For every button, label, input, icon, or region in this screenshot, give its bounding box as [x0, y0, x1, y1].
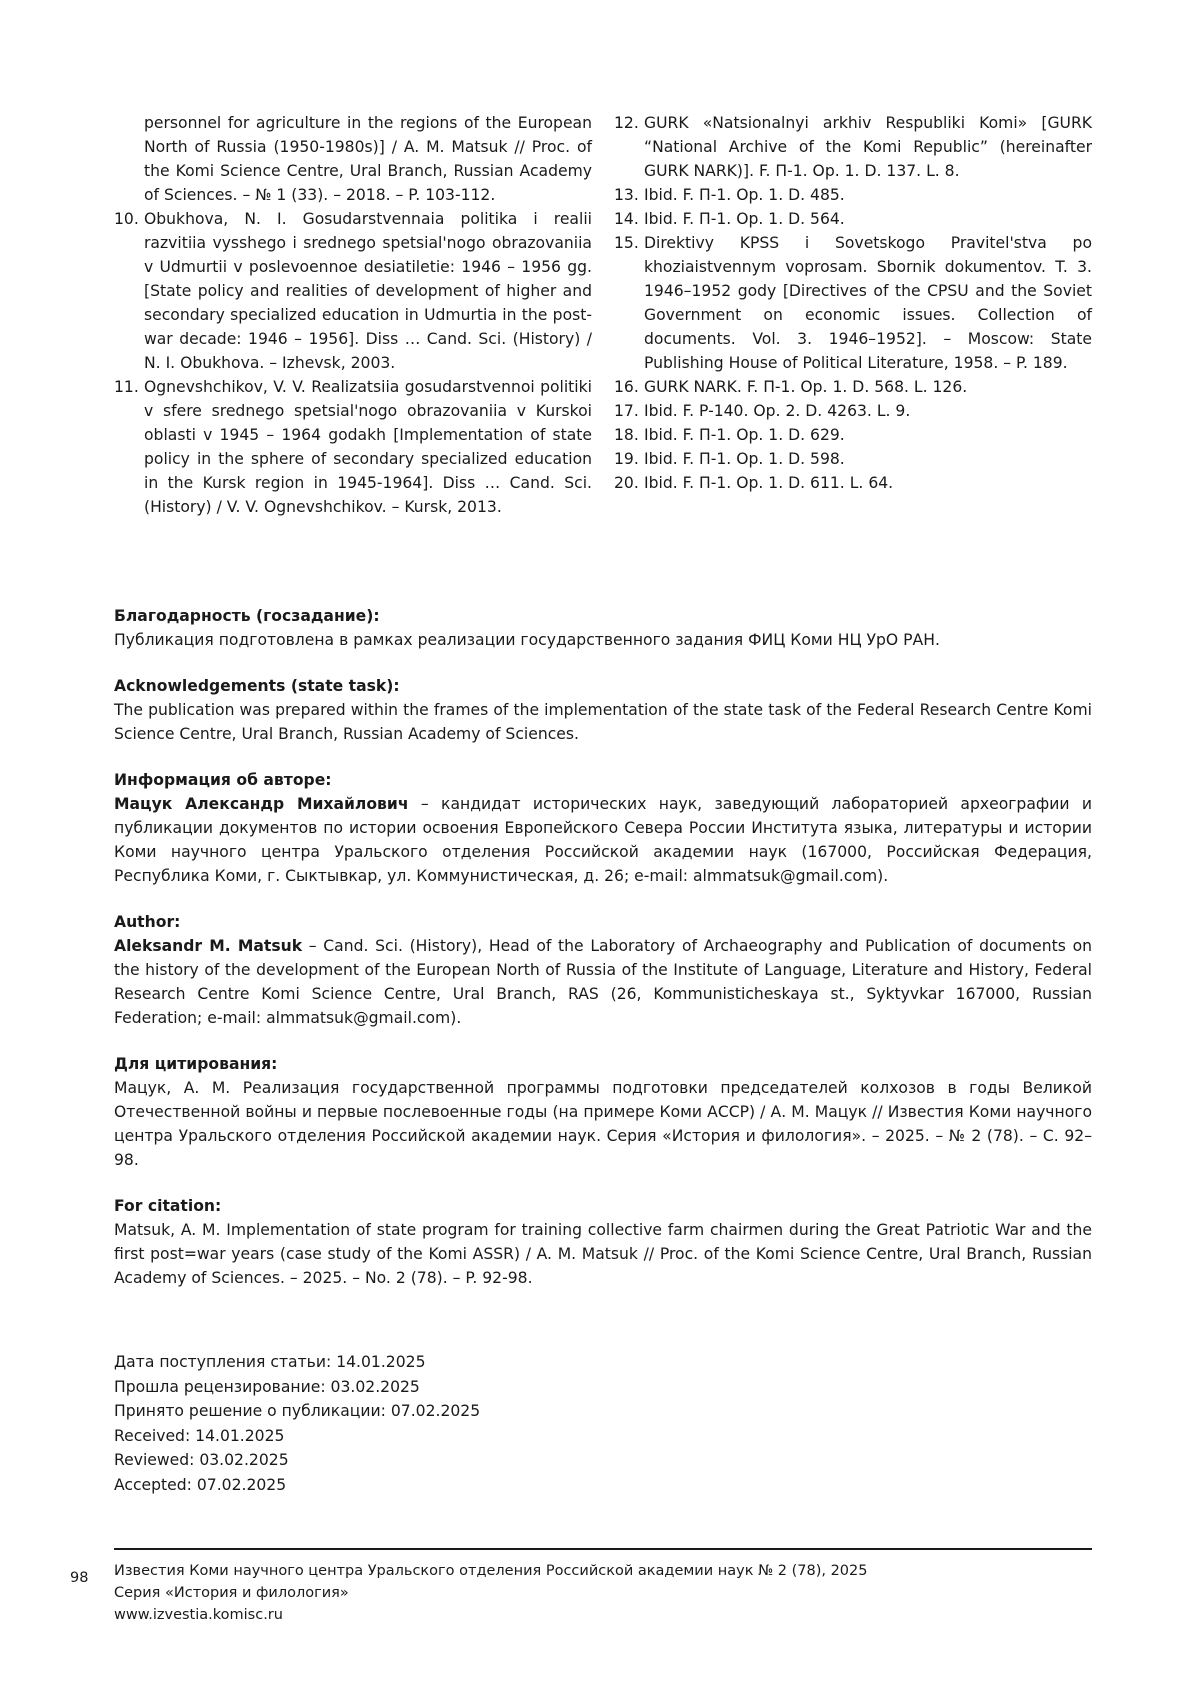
references-left-column — [114, 111, 592, 519]
reference-continuation: personnel for agriculture in the regions of the European North of Russia (1950-1980s)] / A. M. Matsuk // Proc. of the Komi Science Centre, Ural Branch, Russian Academy of Sciences. – № 1 (33). – 2018. – P. 103-112. — [114, 111, 592, 207]
reference-text: Direktivy KPSS i Sovetskogo Pravitel'stva po khoziaistvennym voprosam. Sbornik dokumentov. T. 3. 1946–1952 gody [Directives of the CPSU and the Soviet Government on economic issues. Collection of documents. Vol. 3. 1946–1952]. – Moscow: State Publishing House of Political Literature, 1958. – P. 189. — [644, 231, 1092, 375]
reference-item — [614, 471, 1092, 495]
journal-title: Известия Коми научного центра Уральского отделения Российской академии наук № 2 (78), 2025 — [114, 1560, 1092, 1582]
reference-text: Obukhova, N. I. Gosudarstvennaia politika i realii razvitiia vysshego i srednego spetsial'nogo obrazovaniia v Udmurtii v poslevoennoe desiatiletie: 1946 – 1956 gg. [State policy and realities of development of higher and secondary specialized education in Udmurtia in the post-war decade: 1946 – 1956]. Diss … Cand. Sci. (History) / N. I. Obukhova. – Izhevsk, 2003. — [144, 207, 592, 375]
reference-item — [614, 231, 1092, 375]
section-heading: Author: — [114, 910, 1092, 934]
page-number: 98 — [70, 1570, 88, 1586]
date-line: Reviewed: 03.02.2025 — [114, 1448, 1092, 1473]
reference-item — [614, 183, 1092, 207]
journal-series: Серия «История и филология» — [114, 1582, 1092, 1604]
reference-text: GURK NARK. F. П-1. Op. 1. D. 568. L. 126. — [644, 375, 1092, 399]
reference-item — [114, 375, 592, 519]
citation-en — [114, 1194, 1092, 1290]
reference-item — [614, 399, 1092, 423]
author-description: – кандидат исторических наук, заведующий лабораторией археографии и публикации документов по истории освоения Европейского Севера России Института языка, литературы и истории Коми научного центра Уральского отделения Российской академии наук (167000, Российская Федерация, Республика Коми, г. Сыктывкар, ул. Коммунистическая, д. 26; e-mail: almmatsuk@gmail.com). — [114, 795, 1092, 885]
date-line: Прошла рецензирование: 03.02.2025 — [114, 1375, 1092, 1400]
reference-text: GURK «Natsionalnyi arkhiv Respubliki Komi» [GURK “National Archive of the Komi Republic” (hereinafter GURK NARK)]. F. П-1. Op. 1. D. 137. L. 8. — [644, 111, 1092, 183]
reference-number: 11. — [114, 375, 144, 519]
reference-number: 13. — [614, 183, 644, 207]
section-heading: Благодарность (госзадание): — [114, 604, 1092, 628]
section-text: The publication was prepared within the frames of the implementation of the state task of the Federal Research Centre Komi Science Centre, Ural Branch, Russian Academy of Sciences. — [114, 698, 1092, 746]
article-metadata — [114, 604, 1092, 1497]
reference-text: Ibid. F. П-1. Op. 1. D. 564. — [644, 207, 1092, 231]
reference-number: 12. — [614, 111, 644, 183]
author-description: – Cand. Sci. (History), Head of the Laboratory of Archaeography and Publication of documents on the history of the development of the European North of Russia of the Institute of Language, Literature and History, Federal Research Centre Komi Science Centre, Ural Branch, RAS (26, Kommunisticheskaya st., Syktyvkar 167000, Russian Federation; e-mail: almmatsuk@gmail.com). — [114, 937, 1092, 1027]
reference-text: Ibid. F. П-1. Op. 1. D. 485. — [644, 183, 1092, 207]
reference-text: Ibid. F. П-1. Op. 1. D. 611. L. 64. — [644, 471, 1092, 495]
author-info-ru — [114, 768, 1092, 888]
publication-dates — [114, 1350, 1092, 1497]
date-line: Received: 14.01.2025 — [114, 1424, 1092, 1449]
reference-item — [614, 447, 1092, 471]
section-heading: Acknowledgements (state task): — [114, 674, 1092, 698]
date-line: Accepted: 07.02.2025 — [114, 1473, 1092, 1498]
author-name: Мацук Александр Михайлович — [114, 795, 409, 813]
section-text: Мацук, А. М. Реализация государственной программы подготовки председателей колхозов в годы Великой Отечественной войны и первые послевоенные годы (на примере Коми АССР) / А. М. Мацук // Известия Коми научного центра Уральского отделения Российской академии наук. Серия «История и филология». – 2025. – № 2 (78). – С. 92–98. — [114, 1076, 1092, 1172]
reference-text: Ognevshchikov, V. V. Realizatsiia gosudarstvennoi politiki v sfere srednego spetsial'nogo obrazovaniia v Kurskoi oblasti v 1945 – 1964 godakh [Implementation of state policy in the sphere of secondary specialized education in the Kursk region in 1945-1964]. Diss … Cand. Sci. (History) / V. V. Ognevshchikov. – Kursk, 2013. — [144, 375, 592, 519]
references — [114, 111, 1092, 519]
section-text — [114, 934, 1092, 1030]
date-line: Дата поступления статьи: 14.01.2025 — [114, 1350, 1092, 1375]
reference-number: 18. — [614, 423, 644, 447]
reference-number: 17. — [614, 399, 644, 423]
journal-url: www.izvestia.komisc.ru — [114, 1604, 1092, 1626]
reference-number: 15. — [614, 231, 644, 375]
section-heading: Для цитирования: — [114, 1052, 1092, 1076]
reference-number: 14. — [614, 207, 644, 231]
reference-item — [614, 111, 1092, 183]
reference-text: Ibid. F. P-140. Op. 2. D. 4263. L. 9. — [644, 399, 1092, 423]
reference-item — [114, 207, 592, 375]
reference-number: 16. — [614, 375, 644, 399]
acknowledgements-en — [114, 674, 1092, 746]
author-info-en — [114, 910, 1092, 1030]
references-right-column — [614, 111, 1092, 519]
reference-item — [614, 207, 1092, 231]
citation-ru — [114, 1052, 1092, 1172]
reference-item — [614, 375, 1092, 399]
reference-number: 19. — [614, 447, 644, 471]
section-heading: Информация об авторе: — [114, 768, 1092, 792]
reference-number: 10. — [114, 207, 144, 375]
author-name: Aleksandr M. Matsuk — [114, 937, 302, 955]
reference-text: Ibid. F. П-1. Op. 1. D. 598. — [644, 447, 1092, 471]
section-heading: For citation: — [114, 1194, 1092, 1218]
reference-item — [614, 423, 1092, 447]
section-text: Matsuk, A. M. Implementation of state program for training collective farm chairmen during the Great Patriotic War and the first post=war years (case study of the Komi ASSR) / A. M. Matsuk // Proc. of the Komi Science Centre, Ural Branch, Russian Academy of Sciences. – 2025. – No. 2 (78). – P. 92-98. — [114, 1218, 1092, 1290]
page-footer — [114, 1548, 1092, 1626]
reference-text: Ibid. F. П-1. Op. 1. D. 629. — [644, 423, 1092, 447]
reference-number: 20. — [614, 471, 644, 495]
section-text: Публикация подготовлена в рамках реализации государственного задания ФИЦ Коми НЦ УрО РАН. — [114, 628, 1092, 652]
section-text — [114, 792, 1092, 888]
date-line: Принято решение о публикации: 07.02.2025 — [114, 1399, 1092, 1424]
acknowledgements-ru — [114, 604, 1092, 652]
